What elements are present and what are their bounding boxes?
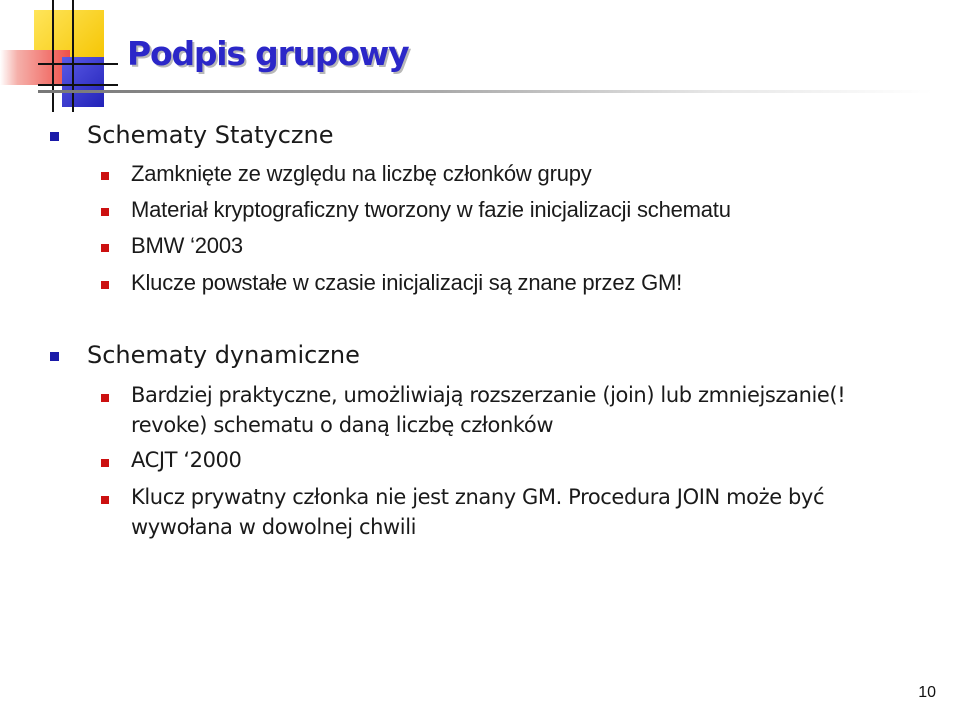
section-heading-static: Schematy Statyczne <box>87 121 334 149</box>
list-item: Klucze powstałe w czasie inicjalizacji są znane przez GM! <box>131 270 683 295</box>
logo-red-square <box>0 50 70 85</box>
list-item: Materiał kryptograficzny tworzony w fazie inicjalizacji schematu <box>131 197 731 222</box>
bullet-square-icon <box>50 132 59 141</box>
bullet-square-icon <box>50 352 59 361</box>
list-item-line: wywołana w dowolnej chwili <box>131 515 417 539</box>
list-item-line: revoke) schematu o daną liczbę członków <box>131 413 554 437</box>
list-item-line: Bardziej praktyczne, umożliwiają rozszerzanie (join) lub zmniejszanie(! <box>131 383 846 407</box>
slide-title: Podpis grupowy <box>127 34 409 73</box>
logo-vertical-line-2 <box>72 0 74 112</box>
bullet-square-icon <box>101 394 109 402</box>
bullet-square-icon <box>101 459 109 467</box>
section-heading-dynamic: Schematy dynamiczne <box>87 341 360 369</box>
logo-vertical-line-1 <box>52 0 54 112</box>
title-divider <box>38 90 933 93</box>
list-item: ACJT ‘2000 <box>131 448 242 472</box>
list-item-line: Klucz prywatny członka nie jest znany GM. Procedura JOIN może być <box>131 485 825 509</box>
bullet-square-icon <box>101 281 109 289</box>
bullet-square-icon <box>101 496 109 504</box>
bullet-square-icon <box>101 244 109 252</box>
bullet-square-icon <box>101 172 109 180</box>
logo-horizontal-line-1 <box>38 63 118 65</box>
list-item: Zamknięte ze względu na liczbę członków grupy <box>131 161 592 186</box>
logo-horizontal-line-2 <box>38 84 118 86</box>
bullet-square-icon <box>101 208 109 216</box>
decorative-logo <box>0 0 140 115</box>
page-number: 10 <box>918 684 936 701</box>
list-item: BMW ‘2003 <box>131 233 243 258</box>
